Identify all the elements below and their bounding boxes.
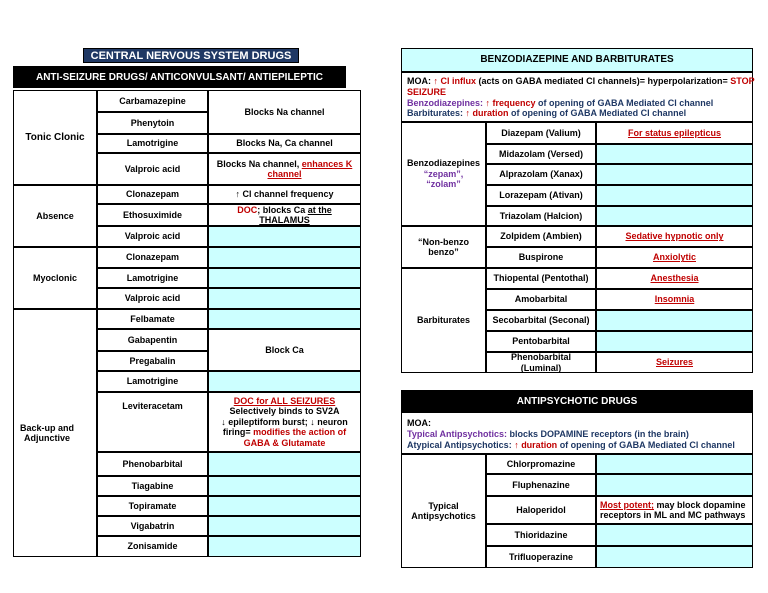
drug-phenobarbital-luminal: Phenobarbital (Luminal): [486, 352, 596, 373]
drug-buspirone: Buspirone: [486, 247, 596, 268]
ap-atyp-red: ↑ duration: [514, 439, 558, 450]
drug-lorazepam: Lorazepam (Ativan): [486, 185, 596, 206]
drug-phenytoin: Phenytoin: [97, 112, 208, 134]
moa-valproic-a: Blocks Na channel,: [216, 158, 302, 169]
category-backup-adjunctive: [13, 309, 97, 557]
drug-felbamate: Felbamate: [97, 309, 208, 329]
moa-cl-frequency: ↑ Cl channel frequency: [208, 185, 361, 204]
ap-typ-rest: blocks DOPAMINE receptors (in the brain): [509, 428, 689, 439]
drug-pregabalin: Pregabalin: [97, 351, 208, 371]
ap-moa-label: MOA:: [407, 418, 431, 428]
drug-gabapentin: Gabapentin: [97, 329, 208, 351]
drug-lamotrigine: Lamotrigine: [97, 134, 208, 153]
lev-line4b: modifies the action of: [253, 427, 347, 438]
bb-red: ↑ duration: [465, 108, 509, 119]
use-zolpidem: Sedative hypnotic only: [596, 226, 753, 247]
drug-phenobarbital: Phenobarbital: [97, 452, 208, 476]
drug-valproic-acid-2: Valproic acid: [97, 226, 208, 247]
use-empty-3: [596, 185, 753, 206]
moa-valproic-b: enhances K channel: [267, 158, 353, 179]
ap-atyp-rest: of opening of GABA Mediated Cl channel: [557, 439, 735, 450]
drug-thioridazine: Thioridazine: [486, 524, 596, 546]
benzo-moa-mid: (acts on GABA mediated Cl channels)= hyperpolarization=: [476, 76, 731, 86]
drug-haloperidol: Haloperidol: [486, 496, 596, 524]
antipsychotic-moa: [401, 412, 753, 454]
use-amobarbital: Insomnia: [596, 289, 753, 310]
benzo-moa: [401, 72, 753, 122]
drug-thiopental: Thiopental (Pentothal): [486, 268, 596, 289]
moa-levetiracetam: [208, 392, 361, 452]
moa-ethosuximide: [208, 204, 361, 226]
bz-rest: of opening of GABA Mediated Cl channel: [535, 97, 714, 108]
moa-empty-6: [208, 371, 361, 392]
moa-empty-11: [208, 536, 361, 557]
moa-empty-8: [208, 476, 361, 496]
bz-label: Benzodiazepines:: [407, 97, 486, 108]
drug-zonisamide: Zonisamide: [97, 536, 208, 557]
drug-chlorpromazine: Chlorpromazine: [486, 454, 596, 474]
drug-midazolam: Midazolam (Versed): [486, 144, 596, 164]
ap-atyp-label: Atypical Antipsychotics:: [407, 439, 515, 450]
category-nonbenzo: “Non-benzo benzo”: [401, 226, 486, 268]
drug-zolpidem: Zolpidem (Ambien): [486, 226, 596, 247]
drug-lamotrigine-3: Lamotrigine: [97, 371, 208, 392]
drug-diazepam: Diazepam (Valium): [486, 122, 596, 144]
benzo-moa-seizure: SEIZURE: [407, 86, 447, 97]
drug-vigabatrin: Vigabatrin: [97, 516, 208, 536]
drug-valproic-acid-3: Valproic acid: [97, 288, 208, 309]
antipsychotic-header: ANTIPSYCHOTIC DRUGS: [401, 390, 753, 412]
cat-bz-label: Benzodiazepines: [406, 158, 480, 169]
halo-rest: may block dopamine receptors in ML and MC pathways: [600, 500, 746, 521]
ap-use-empty-3: [596, 524, 753, 546]
moa-valproic: [208, 153, 361, 185]
page-title: CENTRAL NERVOUS SYSTEM DRUGS: [83, 48, 299, 63]
drug-pentobarbital: Pentobarbital: [486, 331, 596, 352]
benzo-moa-label: MOA:: [407, 76, 434, 86]
drug-ethosuximide: Ethosuximide: [97, 204, 208, 226]
etho-mid: ; blocks Ca: [257, 204, 308, 215]
ap-use-empty-2: [596, 474, 753, 496]
drug-levetiracetam: Leviteracetam: [97, 392, 208, 452]
drug-clonazepam-2: Clonazepam: [97, 247, 208, 268]
moa-empty-10: [208, 516, 361, 536]
anti-seizure-header: ANTI-SEIZURE DRUGS/ ANTICONVULSANT/ ANTIEPILEPTIC: [13, 66, 346, 88]
moa-blocks-na-ca: Blocks Na, Ca channel: [208, 134, 361, 153]
cat-bz-zepam: “zepam”,: [423, 168, 464, 179]
drug-secobarbital: Secobarbital (Seconal): [486, 310, 596, 331]
lev-line2: Selectively binds to SV2A: [229, 406, 340, 417]
moa-empty-9: [208, 496, 361, 516]
drug-tiagabine: Tiagabine: [97, 476, 208, 496]
bz-red: ↑ frequency: [485, 97, 536, 108]
category-absence: Absence: [13, 185, 97, 247]
use-empty-1: [596, 144, 753, 164]
drug-alprazolam: Alprazolam (Xanax): [486, 164, 596, 185]
category-backup-label: Back-up and Adjunctive: [19, 422, 74, 443]
moa-empty-5: [208, 309, 361, 329]
category-myoclonic: Myoclonic: [13, 247, 97, 309]
use-empty-5: [596, 310, 753, 331]
moa-empty-4: [208, 288, 361, 309]
cat-bz-zolam: “zolam”: [426, 179, 461, 190]
category-barbiturates: Barbiturates: [401, 268, 486, 373]
drug-triazolam: Triazolam (Halcion): [486, 206, 596, 226]
moa-empty-2: [208, 247, 361, 268]
use-haloperidol: [596, 496, 753, 524]
category-typical-antipsychotics: Typical Antipsychotics: [401, 454, 486, 568]
ap-typ-label: Typical Antipsychotics:: [407, 428, 510, 439]
benzo-header: BENZODIAZEPINE AND BARBITURATES: [401, 48, 753, 72]
use-phenobarbital: Seizures: [596, 352, 753, 373]
bb-label: Barbiturates:: [407, 108, 466, 119]
bb-rest: of opening of GABA Mediated Cl channel: [508, 108, 687, 119]
ap-use-empty-4: [596, 546, 753, 568]
drug-carbamazepine: Carbamazepine: [97, 90, 208, 112]
benzo-moa-stop: STOP: [730, 76, 755, 86]
halo-potent: Most potent;: [600, 500, 654, 510]
category-benzodiazepines: [401, 122, 486, 226]
moa-empty-7: [208, 452, 361, 476]
use-empty-2: [596, 164, 753, 185]
drug-clonazepam: Clonazepam: [97, 185, 208, 204]
moa-empty-3: [208, 268, 361, 288]
etho-doc: DOC: [237, 204, 258, 215]
etho-thalamus: at the THALAMUS: [259, 204, 332, 225]
drug-trifluoperazine: Trifluoperazine: [486, 546, 596, 568]
drug-valproic-acid: Valproic acid: [97, 153, 208, 185]
use-buspirone: Anxiolytic: [596, 247, 753, 268]
drug-lamotrigine-2: Lamotrigine: [97, 268, 208, 288]
moa-blocks-na: Blocks Na channel: [208, 90, 361, 134]
category-tonic-clonic: Tonic Clonic: [13, 90, 97, 185]
lev-line3: ↓ epileptiform burst; ↓ neuron: [221, 416, 348, 427]
use-diazepam: For status epilepticus: [596, 122, 753, 144]
lev-line4a: firing=: [222, 427, 254, 438]
use-empty-6: [596, 331, 753, 352]
drug-fluphenazine: Fluphenazine: [486, 474, 596, 496]
benzo-moa-red: ↑ Cl influx: [433, 76, 476, 86]
lev-line5: GABA & Glutamate: [243, 437, 326, 448]
use-empty-4: [596, 206, 753, 226]
ap-use-empty-1: [596, 454, 753, 474]
drug-topiramate: Topiramate: [97, 496, 208, 516]
lev-doc: DOC for ALL SEIZURES: [233, 396, 336, 407]
use-thiopental: Anesthesia: [596, 268, 753, 289]
moa-empty-1: [208, 226, 361, 247]
moa-block-ca: Block Ca: [208, 329, 361, 371]
drug-amobarbital: Amobarbital: [486, 289, 596, 310]
